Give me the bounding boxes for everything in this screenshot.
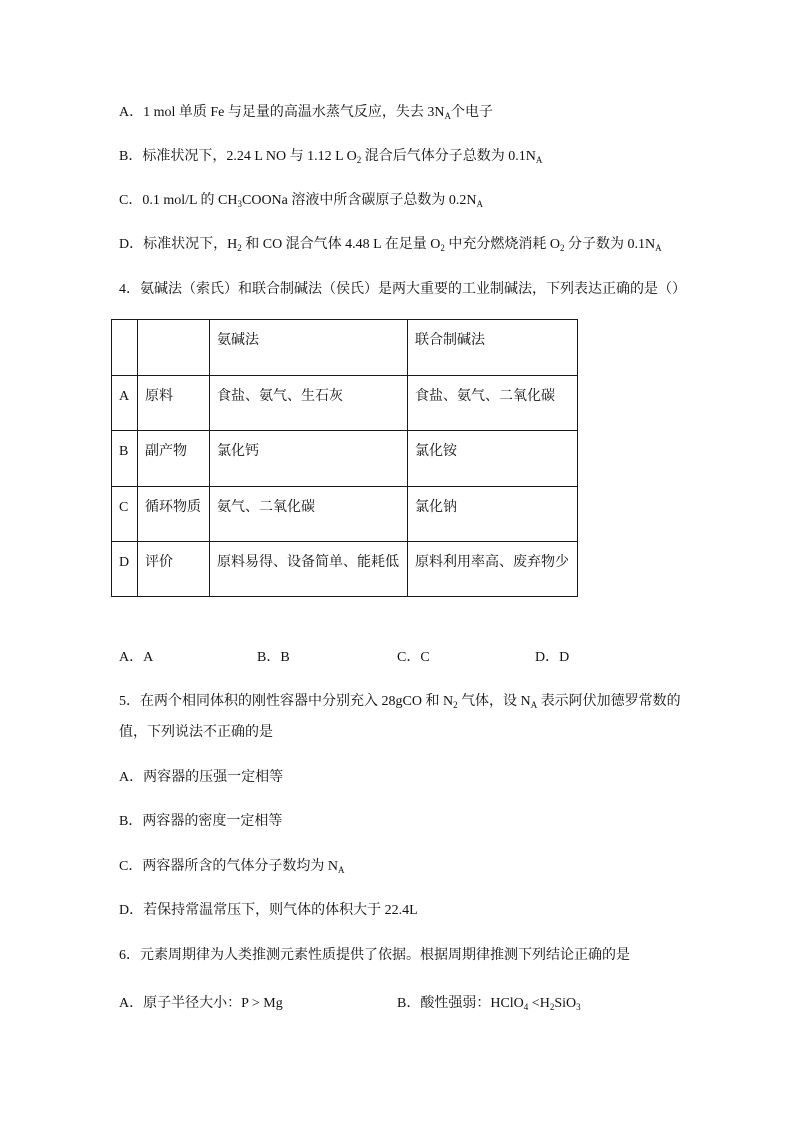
header-hou-process: 联合制碱法 xyxy=(408,320,578,376)
q3-option-d: D．标准状况下，$H_2$ 和 CO 混合气体 4.48 L 在足量 $O_2$ 中充分燃烧消耗 $O_2$ 分子数为 $0.1N_A$ xyxy=(119,237,662,253)
q5-option-c: C．两容器所含的气体分子数均为 $N_A$ xyxy=(119,859,345,875)
subscript: 2 xyxy=(356,155,362,165)
table-row-b xyxy=(112,431,578,487)
header-ammonia-soda: 氨碱法 xyxy=(210,320,408,376)
row-ammonia-soda-value: 食盐、氨气、生石灰 xyxy=(210,376,408,431)
subscript: 2 xyxy=(559,243,565,253)
row-hou-process-value: 氯化铵 xyxy=(408,431,578,487)
subscript: 3 xyxy=(237,199,242,209)
row-category: 副产物 xyxy=(138,431,210,487)
row-letter: D xyxy=(112,542,138,597)
q3-option-b: B．标准状况下，2.24 L NO 与 1.12 L $O_2$ 混合后气体分子总数为 $0.1N_A$ xyxy=(119,149,543,165)
subscript: A xyxy=(535,155,543,165)
q4-option-a: A．A xyxy=(119,650,154,665)
q3-option-c: C．0.1 mol/L 的 $CH_3COONa$ 溶液中所含碳原子总数为 $0.2N_A$ xyxy=(119,193,483,209)
q5-stem-line-2: 值，下列说法不正确的是 xyxy=(119,725,273,740)
q4-option-b: B．B xyxy=(257,650,290,665)
subscript: A xyxy=(655,243,662,253)
q5-stem-line-1: 5．在两个相同体积的刚性容器中分别充入 28gCO 和 $N_2$ 气体，设 $N_A$ 表示阿伏加德罗常数的 xyxy=(119,694,681,710)
row-letter: B xyxy=(112,431,138,487)
row-letter: C xyxy=(112,487,138,542)
q4-option-d: D．D xyxy=(535,650,570,665)
q6-stem: 6．元素周期律为人类推测元素性质提供了依据。根据周期律推测下列结论正确的是 xyxy=(119,948,630,963)
subscript: 2 xyxy=(453,700,458,710)
row-hou-process-value: 氯化钠 xyxy=(408,487,578,542)
subscript: 2 xyxy=(237,243,242,253)
q3-option-a: A．1 mol 单质 Fe 与足量的高温水蒸气反应，失去 $3N_A$个电子 xyxy=(119,105,493,121)
q5-option-b: B．两容器的密度一定相等 xyxy=(119,814,283,829)
subscript: A xyxy=(530,700,538,710)
subscript: A xyxy=(337,865,345,875)
subscript: 2 xyxy=(549,1002,555,1012)
row-ammonia-soda-value: 原料易得、设备简单、能耗低 xyxy=(210,542,408,597)
row-hou-process-value: 食盐、氨气、二氧化碳 xyxy=(408,376,578,431)
row-ammonia-soda-value: 氯化钙 xyxy=(210,431,408,487)
header-empty-cell xyxy=(112,320,138,376)
row-ammonia-soda-value: 氨气、二氧化碳 xyxy=(210,487,408,542)
q4-option-c: C．C xyxy=(397,650,430,665)
table-row-a xyxy=(112,376,578,431)
subscript: A xyxy=(444,111,451,121)
subscript: 2 xyxy=(440,243,445,253)
table-row-d xyxy=(112,542,578,597)
q4-comparison-table xyxy=(111,319,578,597)
q4-stem: 4．氨碱法（索氏）和联合制碱法（侯氏）是两大重要的工业制碱法，下列表达正确的是（） xyxy=(119,282,686,297)
header-empty-cell xyxy=(138,320,210,376)
table-header-row xyxy=(112,320,578,376)
table-row-c xyxy=(112,487,578,542)
row-category: 循环物质 xyxy=(138,487,210,542)
row-hou-process-value: 原料利用率高、废弃物少 xyxy=(408,542,578,597)
row-letter: A xyxy=(112,376,138,431)
q5-option-a: A．两容器的压强一定相等 xyxy=(119,770,284,785)
q5-option-d: D．若保持常温常压下，则气体的体积大于 22.4L xyxy=(119,903,418,918)
subscript: 3 xyxy=(576,1002,581,1012)
subscript: 4 xyxy=(523,1002,529,1012)
q6-option-b: B．酸性强弱：HClO$_4$ $<H_2SiO_3$ xyxy=(397,996,581,1012)
row-category: 评价 xyxy=(138,542,210,597)
q6-option-a: A．原子半径大小：P > Mg xyxy=(119,996,283,1011)
row-category: 原料 xyxy=(138,376,210,431)
subscript: A xyxy=(476,199,483,209)
